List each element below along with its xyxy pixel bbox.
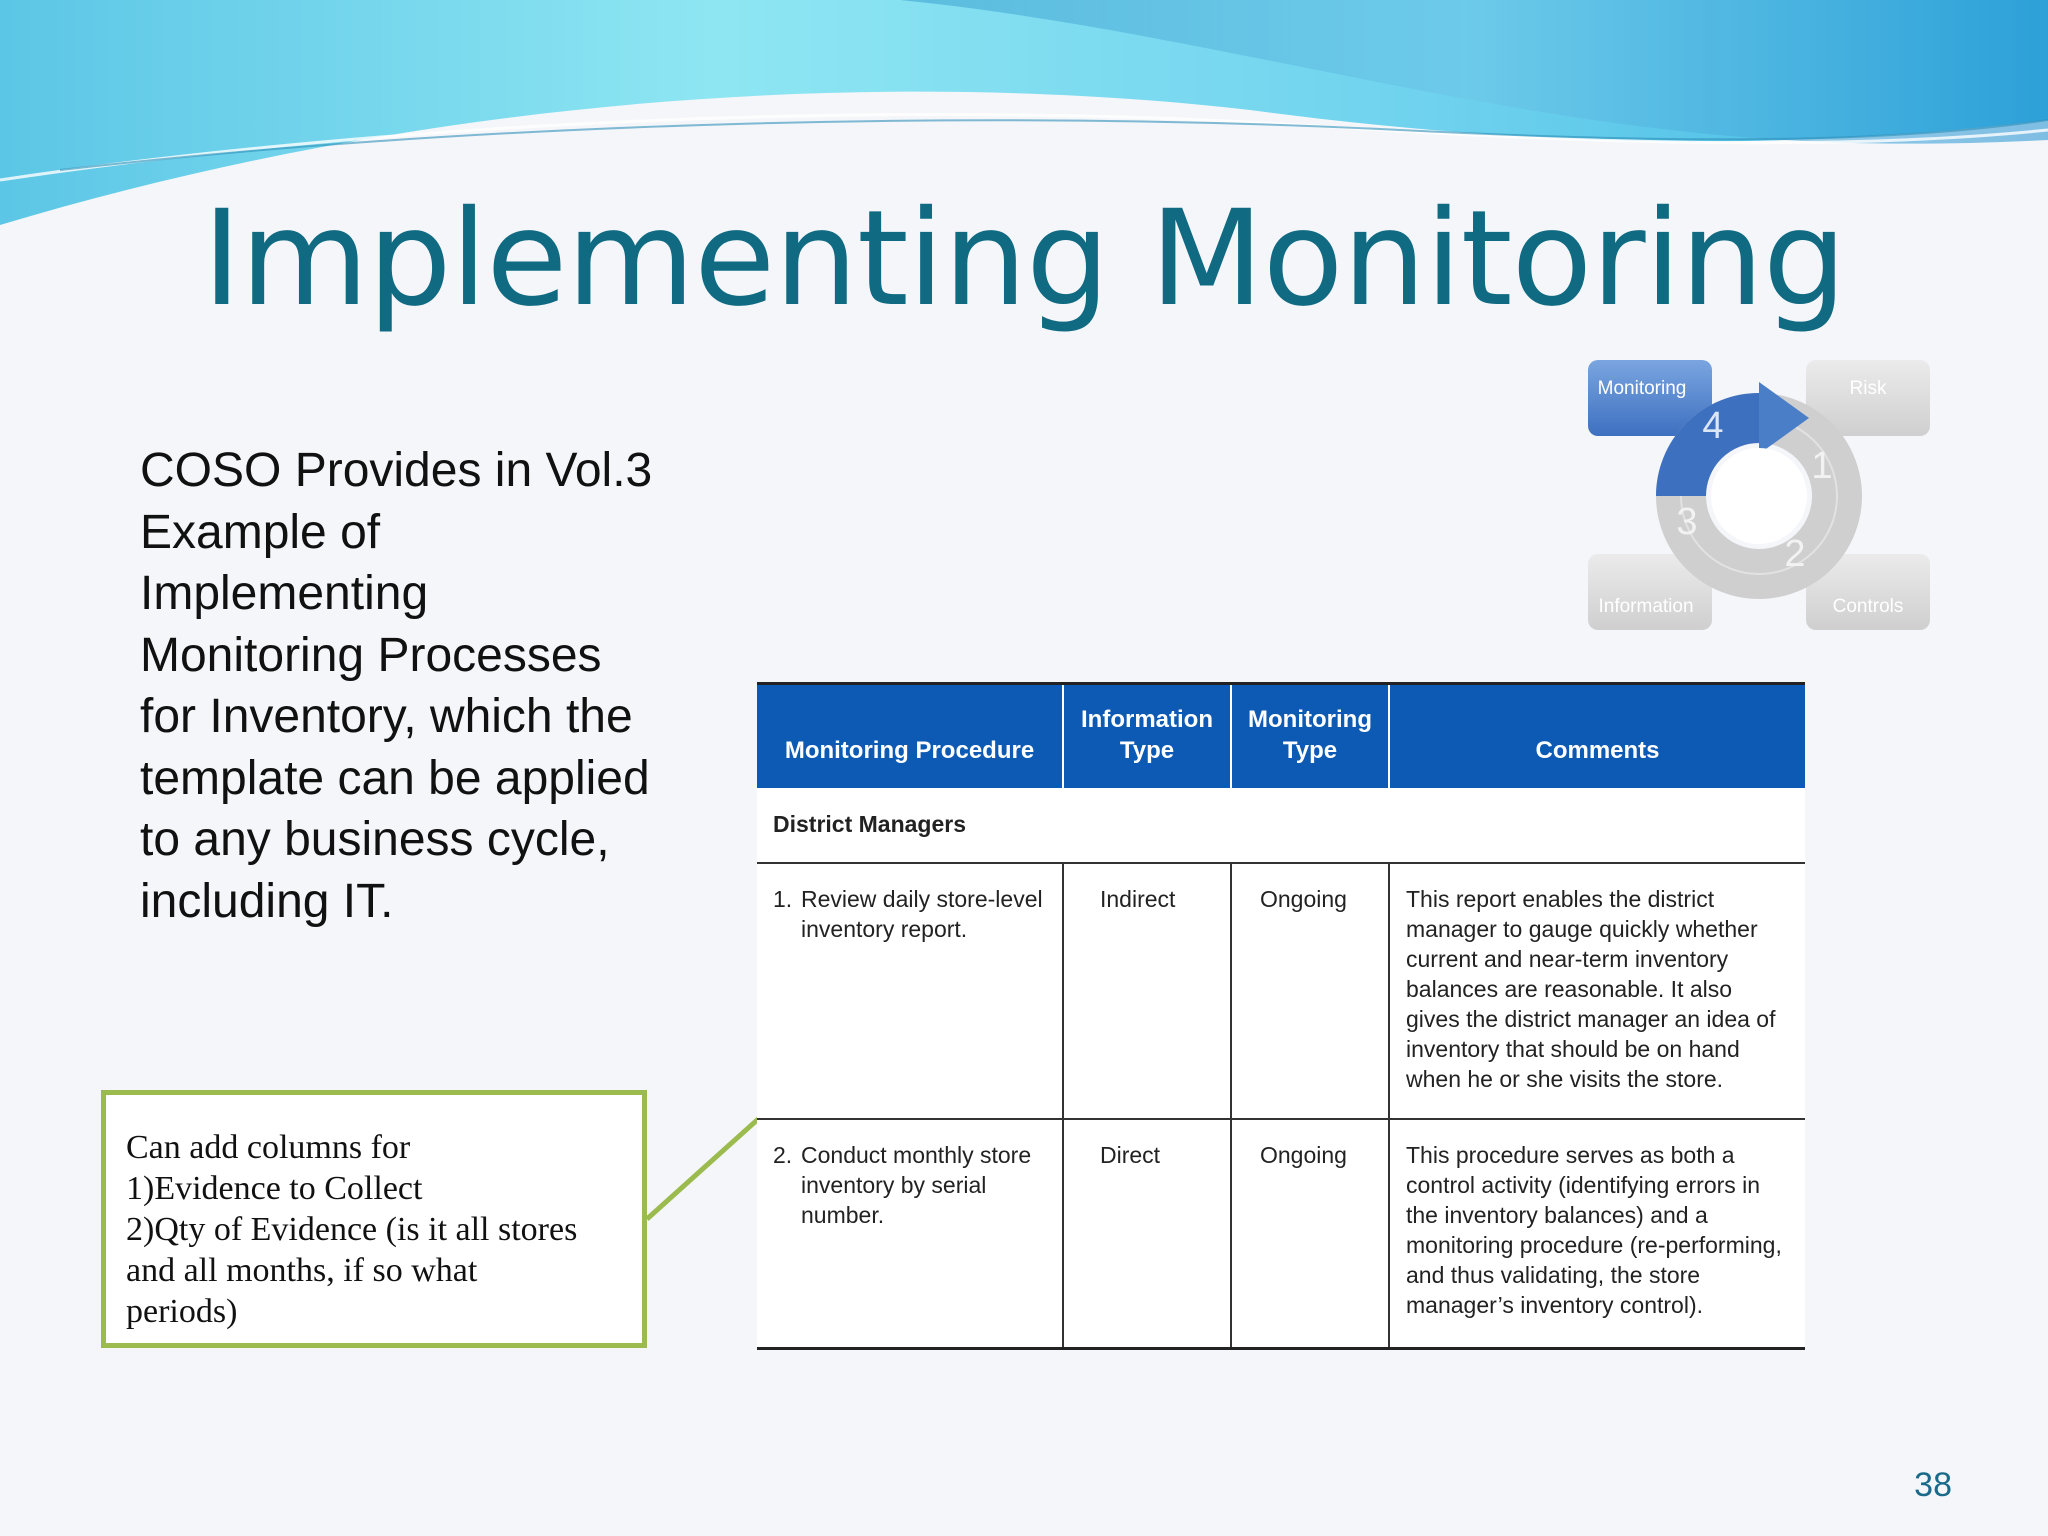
column-header: Monitoring Procedure xyxy=(757,684,1063,788)
callout-line: Can add columns for xyxy=(126,1129,411,1166)
slide-title: Implementing Monitoring xyxy=(202,182,1846,336)
cycle-number-1: 1 xyxy=(1811,445,1833,487)
cycle-box-monitoring-label: Monitoring xyxy=(1597,378,1687,399)
monitoring-type-cell: Ongoing xyxy=(1231,863,1389,1119)
table-header-row xyxy=(757,684,1805,788)
table-row xyxy=(757,863,1805,1119)
procedure-text: Conduct monthly store inventory by serial number. xyxy=(801,1141,1032,1228)
monitoring-type-cell: Ongoing xyxy=(1231,1119,1389,1349)
callout-line: 1)Evidence to Collect xyxy=(126,1170,423,1207)
cycle-box-risk-label: Risk xyxy=(1849,378,1887,399)
info-type-cell: Indirect xyxy=(1063,863,1231,1119)
comments-cell: This procedure serves as both a control activity (identifying errors in the inventory balances) and a monitoring procedure (re-performing, and thus validating, the store manager’s inventory control). xyxy=(1389,1119,1805,1349)
callout-line: 2)Qty of Evidence (is it all stores xyxy=(126,1211,578,1248)
callout-box xyxy=(101,1090,647,1348)
cycle-number-2: 2 xyxy=(1784,533,1806,575)
procedure-text: Review daily store-level inventory report. xyxy=(801,885,1043,942)
procedure-number: 2. xyxy=(773,1141,793,1168)
column-header: Information Type xyxy=(1063,684,1231,788)
callout-line: and all months, if so what xyxy=(126,1252,478,1289)
column-header: Comments xyxy=(1389,684,1805,788)
table-group-row xyxy=(757,788,1805,863)
cycle-box-information-label: Information xyxy=(1598,596,1694,617)
cycle-box-controls-label: Controls xyxy=(1832,596,1904,617)
procedure-cell xyxy=(757,863,1063,1119)
coso-cycle-graphic xyxy=(1584,356,1934,636)
page-number: 38 xyxy=(1914,1466,1952,1504)
cycle-number-3: 3 xyxy=(1676,501,1698,543)
comments-cell: This report enables the district manager to gauge quickly whether current and near-term inventory balances are reasonable. It also gives the district manager an idea of inventory that should be on hand when he or she visits the store. xyxy=(1389,863,1805,1119)
callout-line: periods) xyxy=(126,1293,238,1330)
table-row xyxy=(757,1119,1805,1349)
body-text: COSO Provides in Vol.3 Example of Implementing Monitoring Processes for Inventory, which the template can be applied to any business cycle, including IT. xyxy=(140,444,653,928)
cycle-number-4: 4 xyxy=(1702,405,1724,447)
column-header: Monitoring Type xyxy=(1231,684,1389,788)
monitoring-procedure-table xyxy=(757,682,1805,1350)
procedure-cell xyxy=(757,1119,1063,1349)
info-type-cell: Direct xyxy=(1063,1119,1231,1349)
procedure-number: 1. xyxy=(773,885,793,912)
group-label: District Managers xyxy=(757,788,1805,863)
